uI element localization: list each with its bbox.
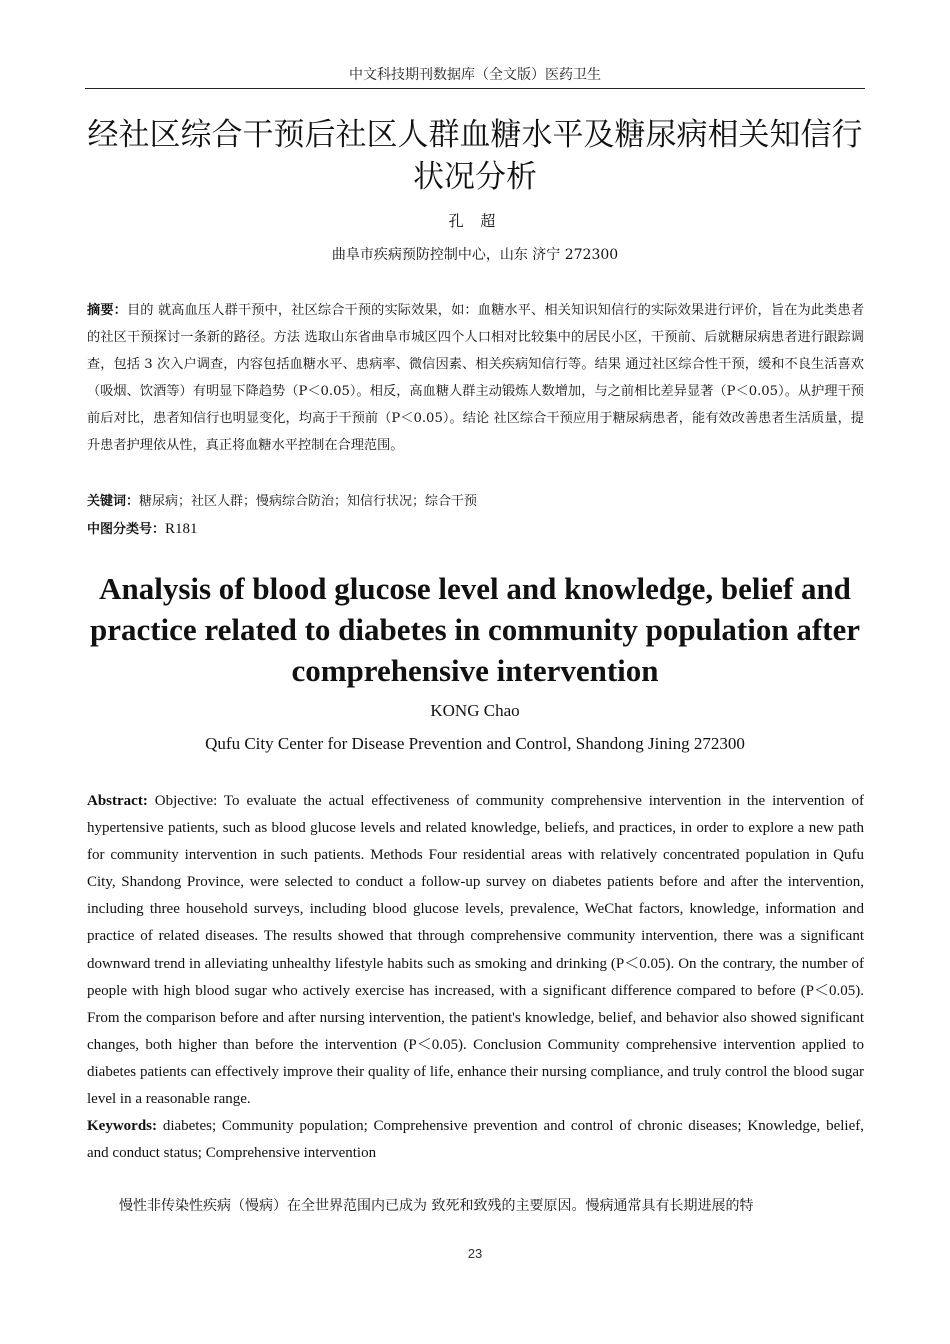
english-affiliation: Qufu City Center for Disease Prevention and Control, Shandong Jining 272300 — [205, 734, 745, 753]
classification-number — [87, 518, 864, 538]
english-keywords-label: Keywords: — [87, 1118, 157, 1134]
chinese-affiliation: 曲阜市疾病预防控制中心，山东 济宁 272300 — [331, 247, 619, 263]
journal-header: 中文科技期刊数据库（全文版）医药卫生 — [349, 67, 601, 83]
header-divider — [85, 88, 865, 89]
english-abstract — [87, 788, 864, 1113]
chinese-abstract-label: 摘要： — [87, 303, 127, 318]
page-number: 23 — [467, 1246, 483, 1261]
chinese-author: 孔 超 — [448, 212, 502, 230]
body-first-line: 慢性非传染性疾病（慢病）在全世界范围内已成为 致死和致残的主要原因。慢病通常具有长期进展的特 — [119, 1198, 754, 1214]
chinese-keywords-text: 糖尿病；社区人群；慢病综合防治；知信行状况；综合干预 — [139, 494, 478, 509]
chinese-abstract — [87, 297, 864, 459]
english-abstract-text: Objective: To evaluate the actual effectiveness of community comprehensive intervention in the intervention of hypertensive patients, such as blood glucose levels and related knowledge, beliefs, and practices, in order to explore a new path for community intervention in such patients. Methods Four residential areas with relatively concentrated population in Qufu City, Shandong Province, were selected to conduct a follow-up survey on diabetes patients before and after the intervention, including three household surveys, including blood glucose levels, prevalence, WeChat factors, knowledge, information and practice of related diseases. The results showed that through comprehensive community intervention, there was a significant downward trend in alleviating unhealthy lifestyle habits such as smoking and drinking (P＜0.05). On the contrary, the number of people with high blood sugar who actively exercise has increased, with a significant difference compared to before (P＜0.05). From the comparison before and after nursing intervention, the patient's knowledge, belief, and behavior also showed significant changes, both higher than before the intervention (P＜0.05). Conclusion Community comprehensive intervention applied to diabetes patients can effectively improve their quality of life, enhance their nursing compliance, and truly control the blood sugar level in a reasonable range. — [87, 793, 865, 1108]
english-keywords-text: diabetes; Community population; Comprehensive prevention and control of chronic diseases; Knowledge, belief, and conduct status; Comprehensive intervention — [87, 1118, 865, 1161]
classification-value: R181 — [165, 521, 198, 537]
chinese-title: 经社区综合干预后社区人群血糖水平及糖尿病相关知信行状况分析 — [87, 117, 863, 195]
chinese-abstract-text: 目的 就高血压人群干预中，社区综合干预的实际效果，如：血糖水平、相关知识知信行的实际效果进行评价，旨在为此类患者的社区干预探讨一条新的路径。方法 选取山东省曲阜市城区四个人口相对比较集中的居民小区，干预前、后就糖尿病患者进行跟踪调查，包括 3 次入户调查，内容包括血糖水平、患病率、微信因素、相关疾病知信行等。结果 通过社区综合性干预，缓和不良生活喜欢（吸烟、饮酒等）有明显下降趋势（P＜0.05）。相反，高血糖人群主动锻炼人数增加，与之前相比差异显著（P＜0.05）。从护理干预前后对比，患者知信行也明显变化，均高于干预前（P＜0.05）。结论 社区综合干预应用于糖尿病患者，能有效改善患者生活质量，提升患者护理依从性，真正将血糖水平控制在合理范围。 — [87, 303, 865, 453]
chinese-keywords-label: 关键词： — [87, 494, 140, 509]
english-author: KONG Chao — [430, 701, 520, 720]
classification-label: 中图分类号： — [87, 522, 166, 537]
chinese-keywords — [87, 490, 864, 509]
english-abstract-label: Abstract: — [87, 793, 148, 809]
english-keywords — [87, 1113, 864, 1167]
english-title: Analysis of blood glucose level and knowledge, belief and practice related to diabetes in community population after comprehensive intervention — [89, 571, 861, 688]
